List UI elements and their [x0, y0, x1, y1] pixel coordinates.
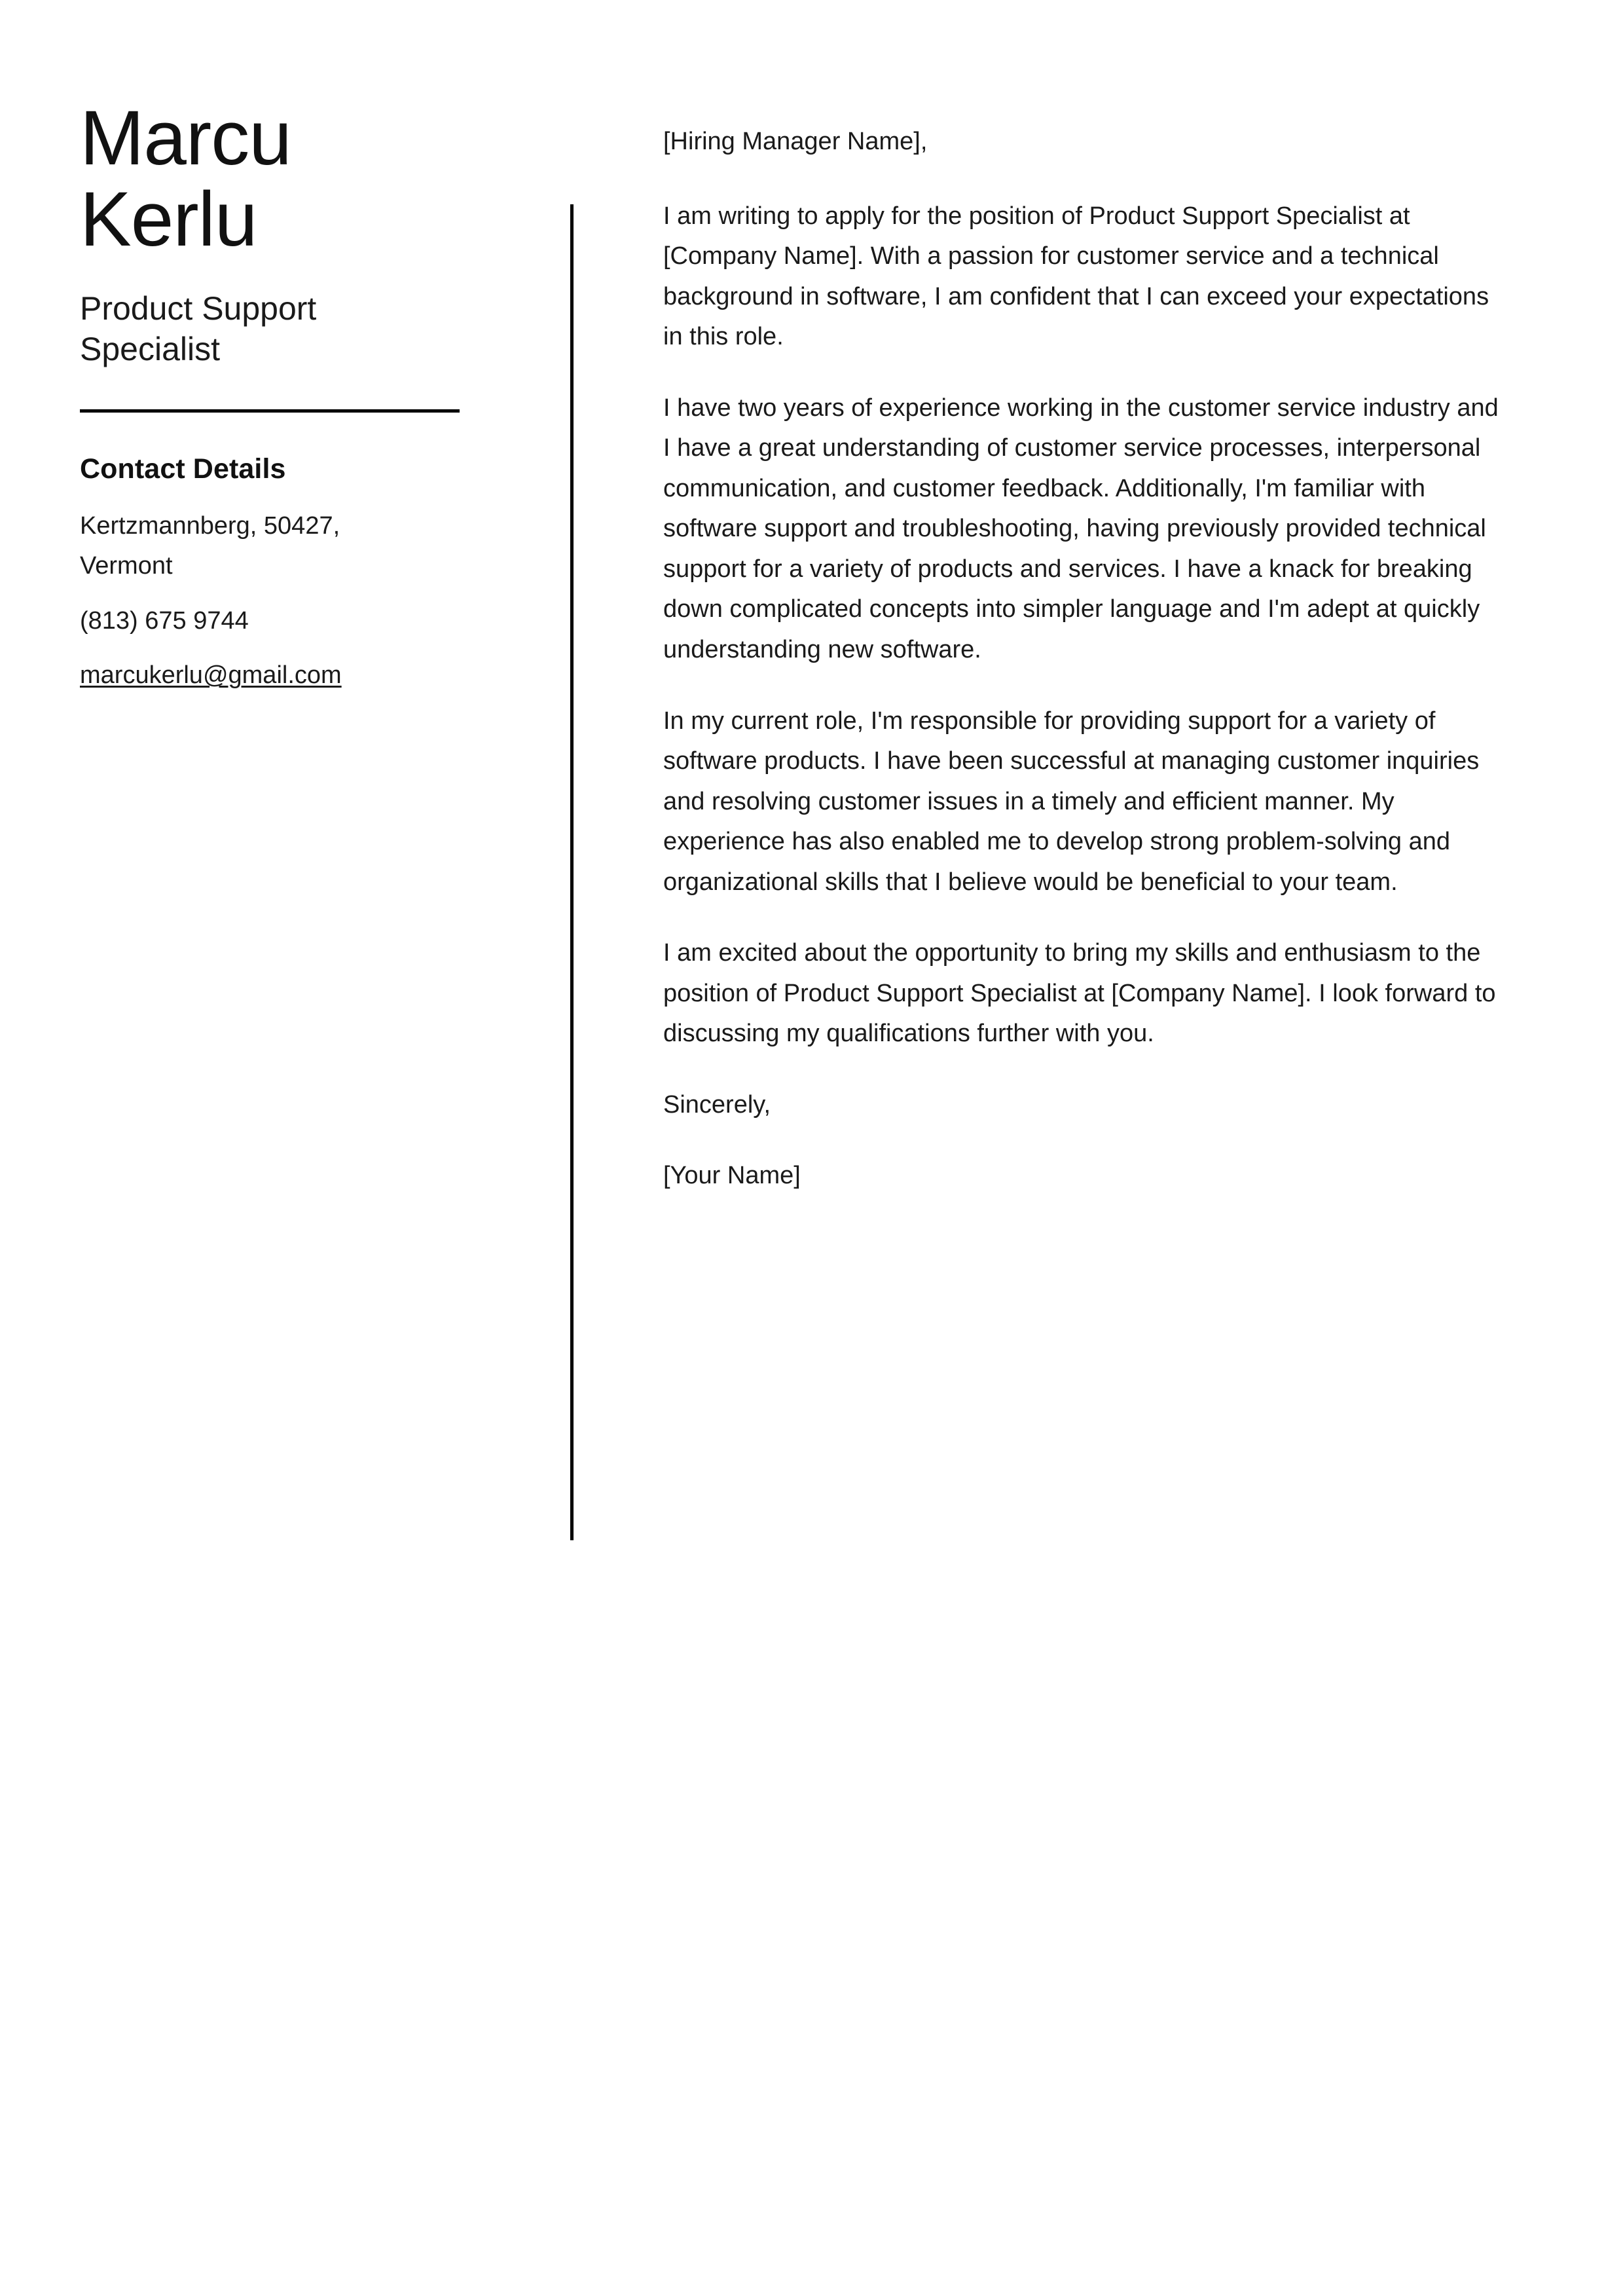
letter-paragraph-2: I have two years of experience working in the customer service industry and I have a great understanding of customer service processes, interpersonal communication, and customer feedback. Additionally, I'm familiar with software support and troubleshooting, having previously provided technical support for a variety of products and services. I have a knack for breaking down complicated concepts into simpler language and I'm adept at quickly understanding new software. [663, 394, 1499, 664]
column-divider [570, 204, 574, 1540]
last-name: Kerlu [80, 176, 257, 263]
letter-paragraph-4: I am excited about the opportunity to bring my skills and enthusiasm to the position of Product Support Specialist at [Company Name]. I look forward to discussing my qualifications further with you. [663, 939, 1496, 1048]
letter-body [663, 122, 1508, 1196]
contact-address: Kertzmannberg, 50427, Vermont [80, 511, 340, 580]
contact-details-heading: Contact Details [80, 453, 286, 485]
applicant-name [80, 95, 473, 263]
letter-signature: [Your Name] [663, 1162, 801, 1190]
job-title: Product Support Specialist [80, 289, 317, 368]
contact-email[interactable]: marcukerlu@gmail.com [80, 661, 342, 690]
letter-signoff: Sincerely, [663, 1090, 771, 1119]
contact-phone[interactable]: (813) 675 9744 [80, 606, 249, 635]
contact-details-list [80, 506, 473, 696]
letter-paragraph-1: I am writing to apply for the position of Product Support Specialist at [Company Name]. With a passion for customer service and a technical background in software, I am confident that I can exceed your expectations in this role. [663, 202, 1489, 351]
first-name: Marcu [80, 95, 291, 181]
letter-salutation: [Hiring Manager Name], [663, 128, 928, 155]
sidebar [80, 95, 473, 711]
sidebar-divider-rule [80, 409, 460, 413]
letter-paragraph-3: In my current role, I'm responsible for providing support for a variety of software products. I have been successful at managing customer inquiries and resolving customer issues in a timely and efficient manner. My experience has also enabled me to develop strong problem-solving and organizational skills that I believe would be beneficial to your team. [663, 707, 1480, 896]
